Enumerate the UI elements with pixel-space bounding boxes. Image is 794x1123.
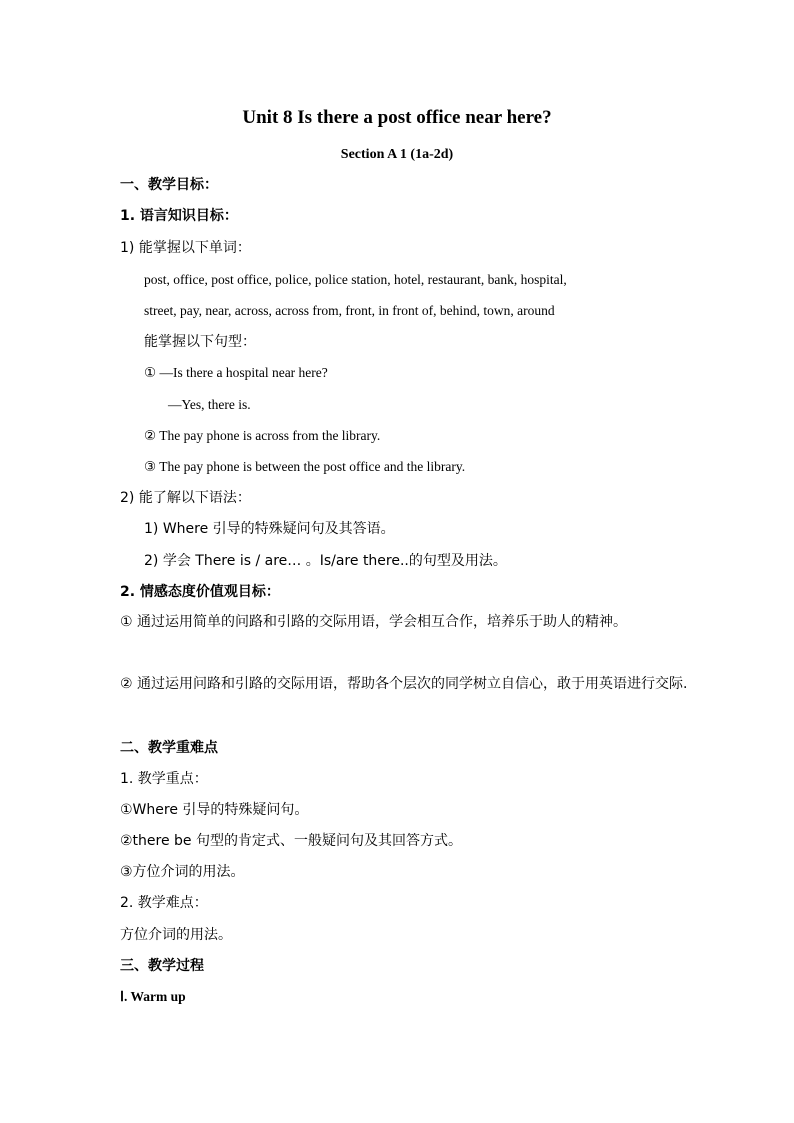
pattern-1-answer: —Yes, there is. — [168, 397, 251, 412]
key-point-3: ③方位介词的用法。 — [120, 864, 245, 880]
section-heading-key-difficult: 二、教学重难点 — [120, 740, 218, 756]
pattern-3: ③ The pay phone is between the post office and the library. — [144, 459, 466, 474]
page-subtitle: Section A 1 (1a-2d) — [340, 147, 454, 162]
key-points-label: 1. 教学重点： — [120, 771, 208, 787]
key-point-1: ①Where 引导的特殊疑问句。 — [120, 802, 309, 818]
key-point-2: ②there be 句型的肯定式、一般疑问句及其回答方式。 — [120, 833, 462, 849]
patterns-label: 能掌握以下句型： — [144, 334, 256, 350]
subheading-language-knowledge: 1. 语言知识目标： — [120, 208, 238, 224]
grammar-2: 2) 学会 There is / are… 。Is/are there..的句型及用法。 — [144, 553, 507, 569]
pattern-2: ② The pay phone is across from the library. — [144, 428, 381, 443]
page-title: Unit 8 Is there a post office near here? — [242, 107, 552, 128]
section-heading-process: 三、教学过程 — [120, 958, 204, 974]
grammar-1: 1) Where 引导的特殊疑问句及其答语。 — [144, 521, 395, 537]
difficult-point-1: 方位介词的用法。 — [120, 927, 232, 943]
item-vocabulary-label: 1) 能掌握以下单词： — [120, 240, 251, 256]
vocab-line-1: post, office, post office, police, police station, hotel, restaurant, bank, hospital, — [144, 272, 567, 287]
vocab-line-2: street, pay, near, across, across from, front, in front of, behind, town, around — [144, 303, 555, 318]
step-warm-up: Ⅰ. Warm up — [120, 989, 186, 1004]
section-heading-objectives: 一、教学目标： — [120, 177, 218, 193]
affective-goal-1: ① 通过运用简单的问路和引路的交际用语，学会相互合作，培养乐于助人的精神。 — [120, 614, 627, 630]
difficult-points-label: 2. 教学难点： — [120, 895, 208, 911]
subheading-affective-goals: 2. 情感态度价值观目标： — [120, 584, 280, 600]
item-grammar-label: 2) 能了解以下语法： — [120, 490, 251, 506]
affective-goal-2: ② 通过运用问路和引路的交际用语，帮助各个层次的同学树立自信心，敢于用英语进行交际. — [120, 676, 688, 692]
pattern-1-question: ① —Is there a hospital near here? — [144, 365, 328, 380]
